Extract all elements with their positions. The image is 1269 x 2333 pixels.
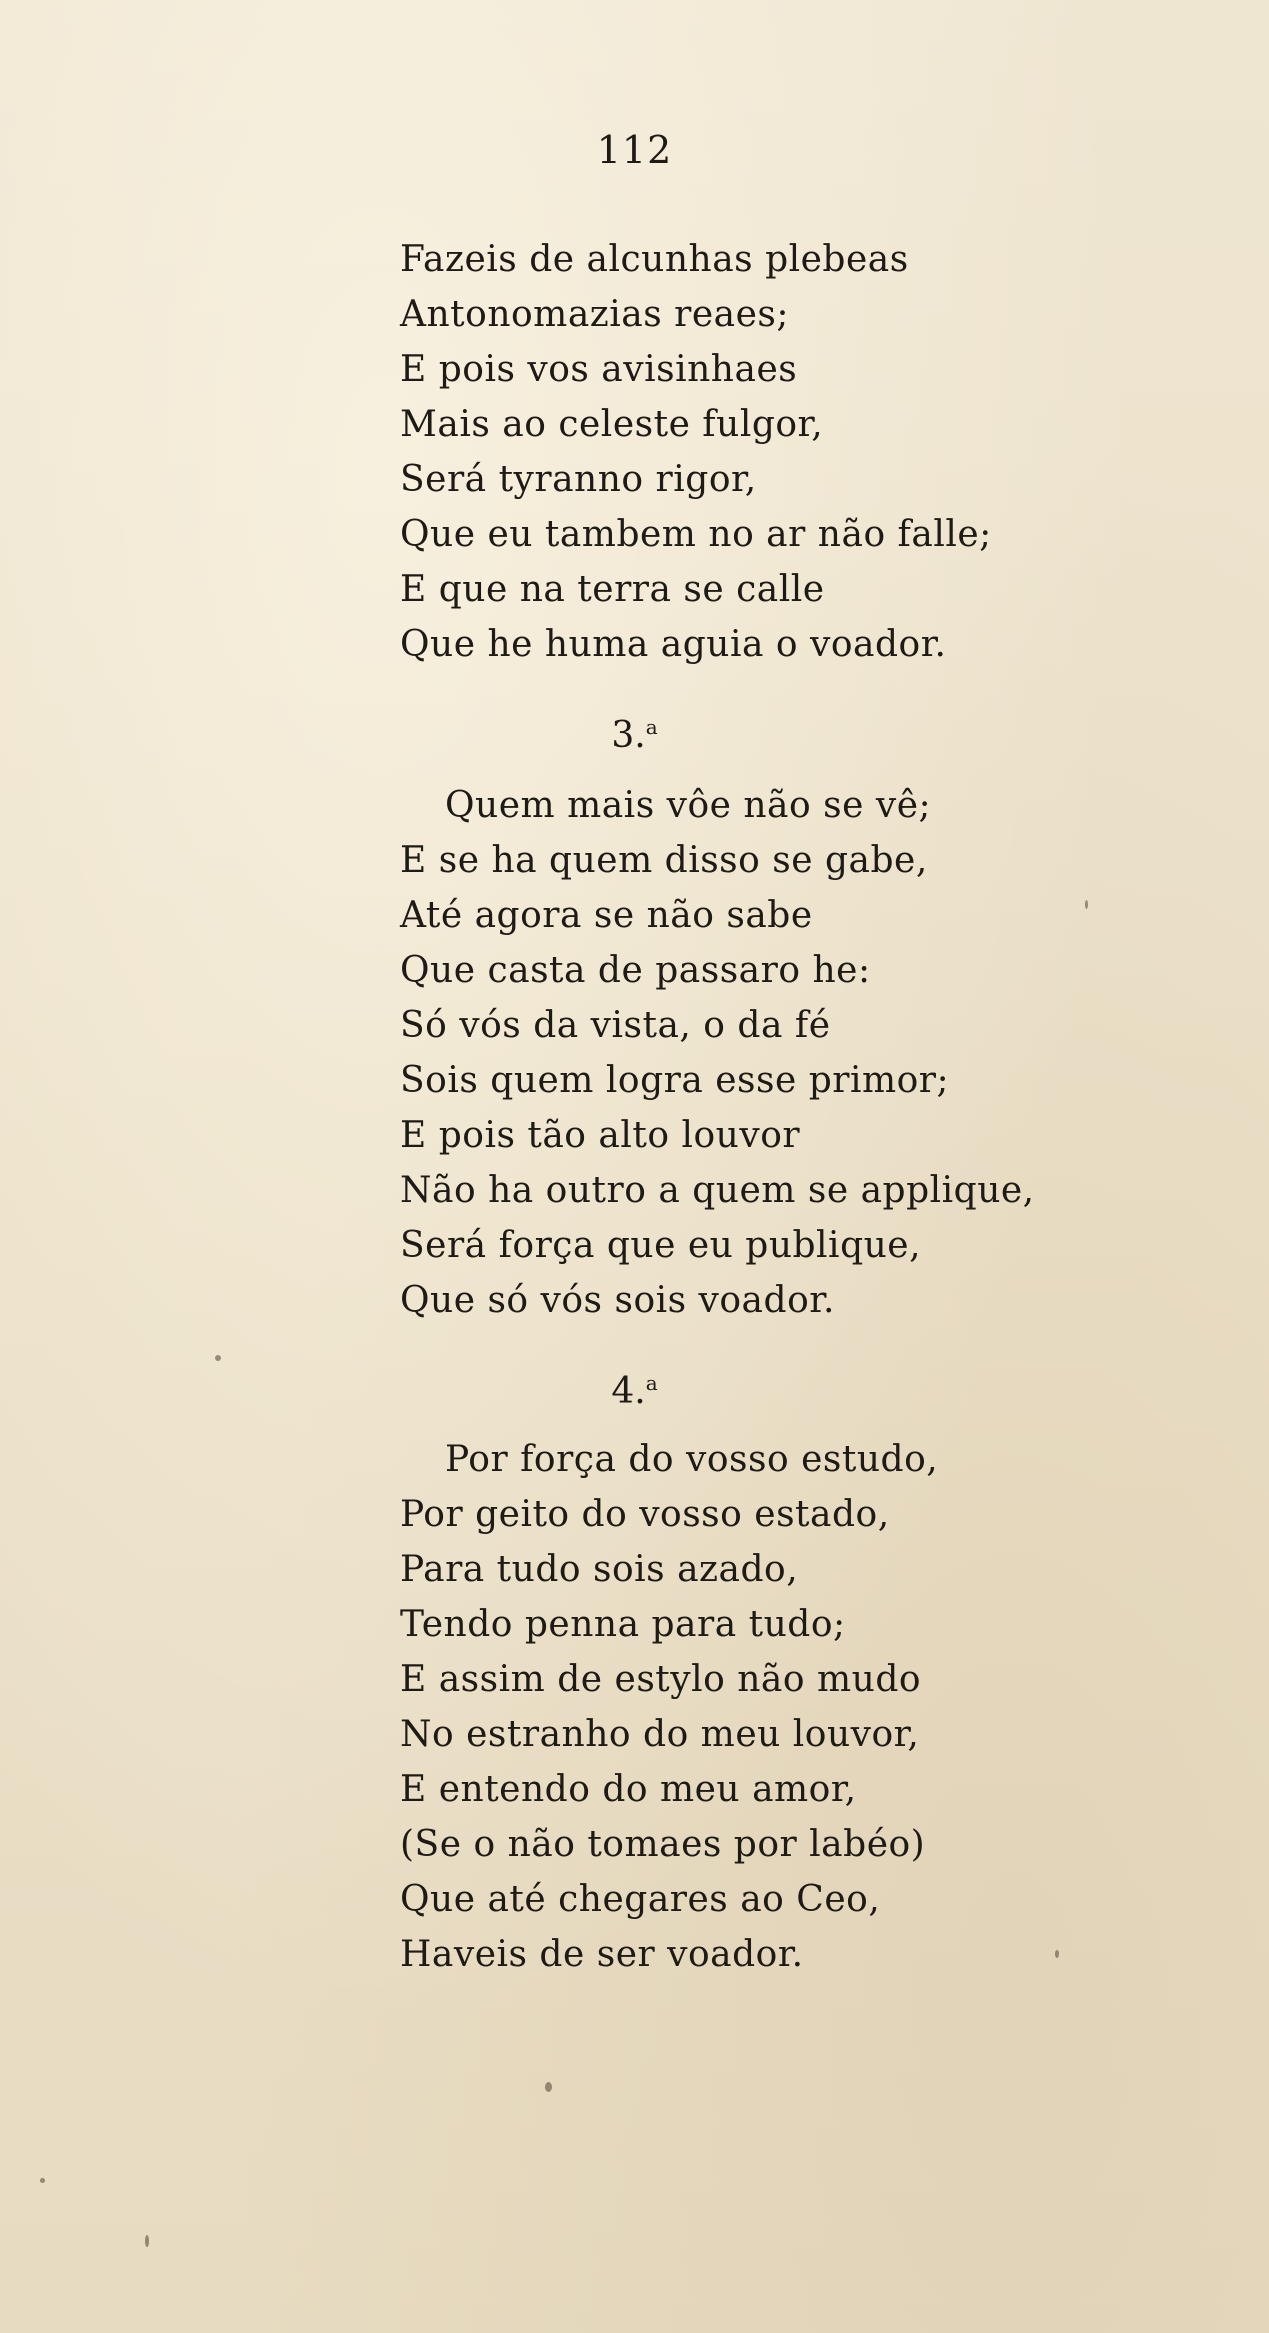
verse-line: Que eu tambem no ar não falle; (400, 514, 992, 555)
verse-line: Será força que eu publique, (400, 1225, 922, 1266)
verse-line: E pois tão alto louvor (400, 1115, 801, 1156)
verse-line: Por força do vosso estudo, (445, 1439, 939, 1480)
paper-speck (215, 1355, 221, 1361)
verse-line: (Se o não tomaes por labéo) (400, 1824, 926, 1865)
verse-line: Fazeis de alcunhas plebeas (400, 239, 909, 280)
stanza-1 (400, 232, 1100, 672)
verse-line: Antonomazias reaes; (400, 294, 790, 335)
verse-line: Por geito do vosso estado, (400, 1494, 890, 1535)
stanza-number-text: 4. (611, 1371, 646, 1412)
stanza-3 (400, 778, 1100, 1328)
verse-line: Para tudo sois azado, (400, 1549, 799, 1590)
verse-line: E entendo do meu amor, (400, 1769, 857, 1810)
verse-line: No estranho do meu louvor, (400, 1714, 920, 1755)
verse-line: E pois vos avisinhaes (400, 349, 798, 390)
verse-line: E que na terra se calle (400, 569, 825, 610)
verse-line: E assim de estylo não mudo (400, 1659, 922, 1700)
verse-line: Que casta de passaro he: (400, 950, 871, 991)
verse-line: Tendo penna para tudo; (400, 1604, 846, 1645)
stanza-number-ordinal: a (645, 1371, 658, 1395)
verse-line: Que só vós sois voador. (400, 1280, 835, 1321)
paper-speck (40, 2178, 45, 2183)
stanza-number-3 (0, 700, 1269, 755)
paper-speck (545, 2082, 552, 2092)
verse-line: Mais ao celeste fulgor, (400, 404, 824, 445)
paper-speck (1055, 1950, 1059, 1958)
verse-line: E se ha quem disso se gabe, (400, 840, 928, 881)
verse-line: Que he huma aguia o voador. (400, 624, 947, 665)
stanza-number-ordinal: a (645, 715, 658, 739)
paper-speck (1085, 900, 1088, 909)
stanza-4 (400, 1432, 1100, 1982)
verse-line: Que até chegares ao Ceo, (400, 1879, 881, 1920)
stanza-number-4 (0, 1356, 1269, 1411)
verse-line: Será tyranno rigor, (400, 459, 757, 500)
stanza-number-text: 3. (611, 715, 646, 756)
verse-line: Até agora se não sabe (400, 895, 813, 936)
verse-line: Sois quem logra esse primor; (400, 1060, 950, 1101)
paper-speck (145, 2235, 149, 2247)
verse-line: Não ha outro a quem se applique, (400, 1170, 1035, 1211)
verse-line: Só vós da vista, o da fé (400, 1005, 831, 1046)
verse-line: Haveis de ser voador. (400, 1934, 804, 1975)
page-number: 112 (596, 128, 673, 172)
verse-line: Quem mais vôe não se vê; (445, 785, 932, 826)
